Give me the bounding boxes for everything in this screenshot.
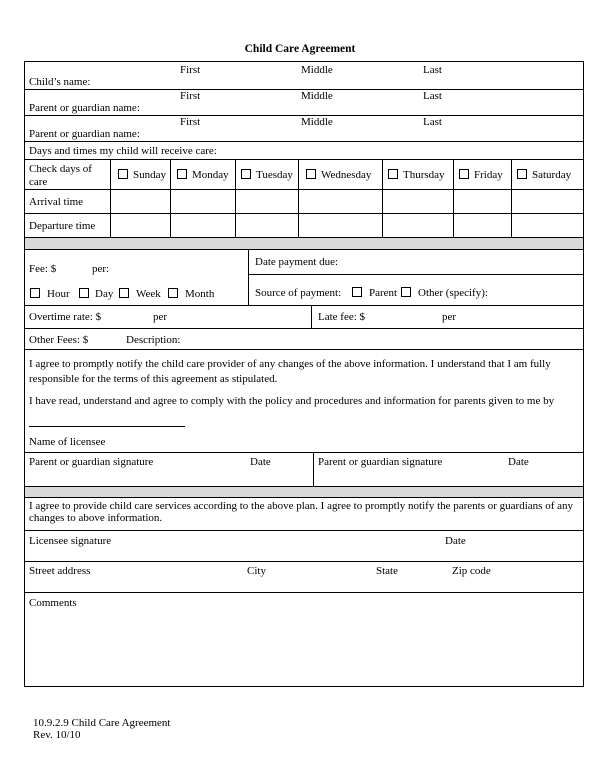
- form-bottom-border: [24, 686, 584, 687]
- child-first-label: First: [180, 64, 201, 76]
- form-left-border: [24, 61, 25, 687]
- form-right-border: [583, 61, 584, 687]
- other-checkbox[interactable]: [401, 287, 411, 297]
- parent-signature-label-1: Parent or guardian signature: [29, 456, 154, 468]
- page-title: Child Care Agreement: [244, 43, 356, 55]
- wednesday-label: Wednesday: [321, 169, 372, 181]
- other-fees-label: Other Fees: $: [29, 334, 89, 346]
- parent2-last-label: Last: [423, 116, 442, 128]
- section-separator: [25, 487, 583, 497]
- departure-label: Departure time: [29, 220, 96, 232]
- days-times-label: Days and times my child will receive care:: [29, 145, 217, 157]
- monday-checkbox[interactable]: [177, 169, 187, 179]
- parent2-middle-label: Middle: [301, 116, 333, 128]
- monday-label: Monday: [192, 169, 229, 181]
- row-divider: [248, 274, 584, 275]
- tuesday-label: Tuesday: [256, 169, 293, 181]
- parent-signature-date-1: Date: [250, 456, 271, 468]
- grid-col-line: [170, 159, 171, 238]
- child-middle-label: Middle: [301, 64, 333, 76]
- parent-signature-date-2: Date: [508, 456, 529, 468]
- parent-checkbox[interactable]: [352, 287, 362, 297]
- overtime-divider: [311, 305, 312, 328]
- description-label: Description:: [126, 334, 181, 346]
- parent1-last-label: Last: [423, 90, 442, 102]
- parent-source-label: Parent: [369, 287, 398, 299]
- footer-revision: Rev. 10/10: [33, 729, 81, 741]
- late-fee-label: Late fee: $: [318, 311, 366, 323]
- row-divider: [24, 328, 584, 329]
- street-address-label: Street address: [29, 565, 91, 577]
- child-name-label: Child’s name:: [29, 76, 91, 88]
- licensee-name-line: [29, 426, 185, 427]
- provider-text-line1: I agree to provide child care services according to the above plan. I agree to promptly notify the parents or guardians of any: [29, 500, 573, 512]
- licensee-name-label: Name of licensee: [29, 436, 106, 448]
- week-checkbox[interactable]: [119, 288, 129, 298]
- month-checkbox[interactable]: [168, 288, 178, 298]
- row-divider: [24, 530, 584, 531]
- row-divider: [24, 561, 584, 562]
- overtime-per-label: per: [153, 311, 168, 323]
- licensee-signature-label: Licensee signature: [29, 535, 112, 547]
- grid-col-line: [110, 159, 111, 238]
- thursday-label: Thursday: [403, 169, 445, 181]
- fee-per-label: per:: [92, 263, 110, 275]
- overtime-label: Overtime rate: $: [29, 311, 102, 323]
- wednesday-checkbox[interactable]: [306, 169, 316, 179]
- sunday-label: Sunday: [133, 169, 166, 181]
- form-top-border: [24, 61, 584, 62]
- grid-col-line: [511, 159, 512, 238]
- hour-checkbox[interactable]: [30, 288, 40, 298]
- parent1-middle-label: Middle: [301, 90, 333, 102]
- day-checkbox[interactable]: [79, 288, 89, 298]
- grid-col-line: [298, 159, 299, 238]
- sunday-checkbox[interactable]: [118, 169, 128, 179]
- row-divider: [24, 349, 584, 350]
- agreement-text-line2: responsible for the terms of this agreement as stipulated.: [29, 373, 278, 385]
- comments-label: Comments: [29, 597, 77, 609]
- saturday-label: Saturday: [532, 169, 572, 181]
- signature-divider: [313, 452, 314, 486]
- parent1-first-label: First: [180, 90, 201, 102]
- check-days-label-1: Check days of: [29, 163, 92, 175]
- month-label: Month: [185, 288, 215, 300]
- parent2-name-label: Parent or guardian name:: [29, 128, 140, 140]
- friday-checkbox[interactable]: [459, 169, 469, 179]
- city-label: City: [247, 565, 266, 577]
- arrival-label: Arrival time: [29, 196, 84, 208]
- grid-col-line: [382, 159, 383, 238]
- check-days-label-2: care: [29, 176, 48, 188]
- grid-col-line: [453, 159, 454, 238]
- row-divider: [24, 213, 584, 214]
- row-divider: [24, 452, 584, 453]
- fee-divider: [248, 249, 249, 305]
- saturday-checkbox[interactable]: [517, 169, 527, 179]
- child-last-label: Last: [423, 64, 442, 76]
- late-fee-per-label: per: [442, 311, 457, 323]
- provider-text-line2: changes to above information.: [29, 512, 163, 524]
- footer-form-id: 10.9.2.9 Child Care Agreement: [33, 717, 171, 729]
- row-divider: [24, 159, 584, 160]
- fee-label: Fee: $: [29, 263, 57, 275]
- grid-col-line: [235, 159, 236, 238]
- licensee-date-label: Date: [445, 535, 466, 547]
- parent2-first-label: First: [180, 116, 201, 128]
- friday-label: Friday: [474, 169, 503, 181]
- row-divider: [24, 249, 584, 250]
- thursday-checkbox[interactable]: [388, 169, 398, 179]
- row-divider: [24, 592, 584, 593]
- hour-label: Hour: [47, 288, 70, 300]
- week-label: Week: [136, 288, 161, 300]
- agreement-text-line1: I agree to promptly notify the child care provider of any changes of the above information. I understand that I am fully: [29, 358, 551, 370]
- row-divider: [24, 189, 584, 190]
- state-label: State: [376, 565, 398, 577]
- date-payment-due-label: Date payment due:: [255, 256, 339, 268]
- day-label: Day: [95, 288, 114, 300]
- parent-signature-label-2: Parent or guardian signature: [318, 456, 443, 468]
- other-source-label: Other (specify):: [418, 287, 488, 299]
- row-divider: [24, 305, 584, 306]
- row-divider: [24, 141, 584, 142]
- zip-code-label: Zip code: [452, 565, 491, 577]
- source-of-payment-label: Source of payment:: [255, 287, 342, 299]
- tuesday-checkbox[interactable]: [241, 169, 251, 179]
- agreement-text-p2: I have read, understand and agree to comply with the policy and procedures and information for parents given to me by: [29, 395, 555, 407]
- parent1-name-label: Parent or guardian name:: [29, 102, 140, 114]
- section-separator: [25, 238, 583, 249]
- row-divider: [24, 497, 584, 498]
